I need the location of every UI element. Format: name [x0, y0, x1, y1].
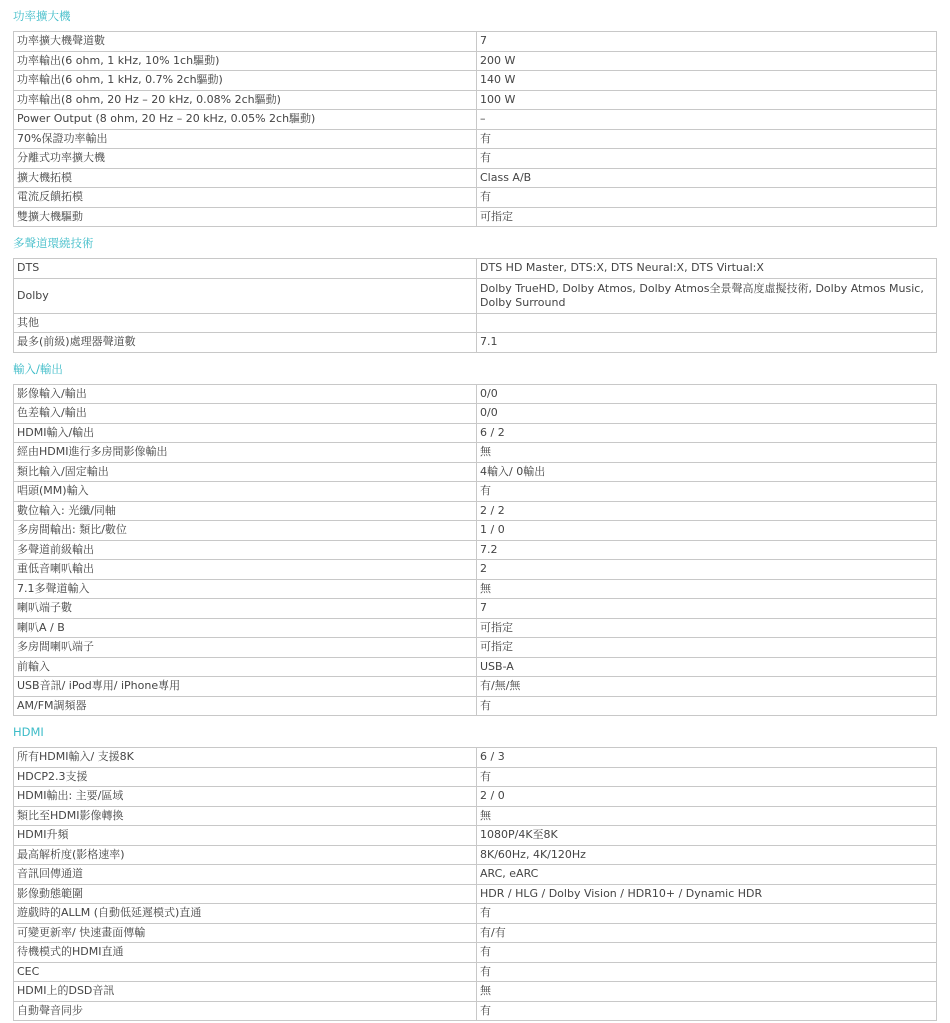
- table-row: [14, 599, 937, 619]
- table-row: [14, 618, 937, 638]
- spec-value: 有/無/無: [477, 677, 937, 697]
- spec-value: [477, 313, 937, 333]
- spec-label: 多房間喇叭端子: [14, 638, 477, 658]
- section-title-io: 輸入/輸出: [13, 361, 63, 376]
- spec-value: 有: [477, 149, 937, 169]
- spec-table-hdmi: [13, 747, 937, 1021]
- spec-label: 可變更新率/ 快速畫面傳輸: [14, 923, 477, 943]
- spec-value: 有/有: [477, 923, 937, 943]
- spec-label: 功率輸出(6 ohm, 1 kHz, 0.7% 2ch驅動): [14, 71, 477, 91]
- spec-table-amplifier: [13, 31, 937, 227]
- table-row: [14, 404, 937, 424]
- spec-label: 色差輸入/輸出: [14, 404, 477, 424]
- spec-value: 7: [477, 599, 937, 619]
- table-row: [14, 806, 937, 826]
- section-title-amplifier: 功率擴大機: [13, 9, 71, 23]
- spec-label: HDMI升頻: [14, 826, 477, 846]
- table-row: [14, 110, 937, 130]
- spec-label: Dolby: [14, 278, 477, 313]
- table-row: [14, 71, 937, 91]
- spec-label: HDMI輸出: 主要/區域: [14, 787, 477, 807]
- spec-value: ARC, eARC: [477, 865, 937, 885]
- spec-label: 影像動態範圍: [14, 884, 477, 904]
- spec-label: 擴大機拓模: [14, 168, 477, 188]
- spec-label: 類比輸入/固定輸出: [14, 462, 477, 482]
- spec-label: 70%保證功率輸出: [14, 129, 477, 149]
- spec-label: 分離式功率擴大機: [14, 149, 477, 169]
- spec-label: 雙擴大機驅動: [14, 207, 477, 227]
- spec-label: 影像輸入/輸出: [14, 384, 477, 404]
- table-row: [14, 904, 937, 924]
- table-row: [14, 579, 937, 599]
- spec-value: 8K/60Hz, 4K/120Hz: [477, 845, 937, 865]
- table-row: [14, 462, 937, 482]
- table-row: [14, 501, 937, 521]
- spec-value: 有: [477, 696, 937, 716]
- table-row: [14, 278, 937, 313]
- spec-value: 有: [477, 904, 937, 924]
- spec-value: 4輸入/ 0輸出: [477, 462, 937, 482]
- table-row: [14, 657, 937, 677]
- spec-value: 可指定: [477, 638, 937, 658]
- table-row: [14, 168, 937, 188]
- table-row: [14, 423, 937, 443]
- table-row: [14, 259, 937, 279]
- table-row: [14, 982, 937, 1002]
- spec-table-io: [13, 384, 937, 717]
- spec-label: 所有HDMI輸入/ 支援8K: [14, 748, 477, 768]
- spec-label: 重低音喇叭輸出: [14, 560, 477, 580]
- spec-value: 無: [477, 443, 937, 463]
- spec-label: 功率輸出(8 ohm, 20 Hz – 20 kHz, 0.08% 2ch驅動): [14, 90, 477, 110]
- table-row: [14, 384, 937, 404]
- table-row: [14, 767, 937, 787]
- spec-value: 200 W: [477, 51, 937, 71]
- spec-value: 有: [477, 1001, 937, 1021]
- spec-value: 有: [477, 129, 937, 149]
- spec-value: USB-A: [477, 657, 937, 677]
- spec-value: 有: [477, 767, 937, 787]
- spec-value: 100 W: [477, 90, 937, 110]
- table-row: [14, 696, 937, 716]
- spec-label: 喇叭A / B: [14, 618, 477, 638]
- table-row: [14, 923, 937, 943]
- spec-label: 最多(前級)處理器聲道數: [14, 333, 477, 353]
- table-row: [14, 748, 937, 768]
- table-row: [14, 884, 937, 904]
- spec-label: 其他: [14, 313, 477, 333]
- table-row: [14, 962, 937, 982]
- spec-label: 自動聲音同步: [14, 1001, 477, 1021]
- spec-value: 1080P/4K至8K: [477, 826, 937, 846]
- spec-value: –: [477, 110, 937, 130]
- spec-label: 唱頭(MM)輸入: [14, 482, 477, 502]
- table-row: [14, 313, 937, 333]
- spec-value: 0/0: [477, 384, 937, 404]
- table-row: [14, 1001, 937, 1021]
- spec-value: Class A/B: [477, 168, 937, 188]
- spec-label: 最高解析度(影格速率): [14, 845, 477, 865]
- spec-label: 7.1多聲道輸入: [14, 579, 477, 599]
- spec-value: 有: [477, 482, 937, 502]
- spec-label: AM/FM調頻器: [14, 696, 477, 716]
- spec-value: HDR / HLG / Dolby Vision / HDR10+ / Dynamic HDR: [477, 884, 937, 904]
- table-row: [14, 521, 937, 541]
- spec-label: 喇叭端子數: [14, 599, 477, 619]
- spec-label: 經由HDMI進行多房間影像輸出: [14, 443, 477, 463]
- spec-value: 無: [477, 806, 937, 826]
- spec-label: 類比至HDMI影像轉換: [14, 806, 477, 826]
- spec-label: CEC: [14, 962, 477, 982]
- table-row: [14, 638, 937, 658]
- spec-value: Dolby TrueHD, Dolby Atmos, Dolby Atmos全景聲高度虛擬技術, Dolby Atmos Music, Dolby Surround: [477, 278, 937, 313]
- spec-value: 無: [477, 579, 937, 599]
- spec-value: DTS HD Master, DTS:X, DTS Neural:X, DTS Virtual:X: [477, 259, 937, 279]
- spec-label: 多房間輸出: 類比/數位: [14, 521, 477, 541]
- table-row: [14, 51, 937, 71]
- spec-label: 數位輸入: 光纖/同軸: [14, 501, 477, 521]
- table-row: [14, 845, 937, 865]
- spec-label: 功率輸出(6 ohm, 1 kHz, 10% 1ch驅動): [14, 51, 477, 71]
- table-row: [14, 207, 937, 227]
- spec-label: 多聲道前級輸出: [14, 540, 477, 560]
- section-title-hdmi: HDMI: [13, 725, 44, 739]
- spec-label: 音訊回傳通道: [14, 865, 477, 885]
- table-row: [14, 333, 937, 353]
- spec-table-surround: [13, 258, 937, 353]
- table-row: [14, 560, 937, 580]
- spec-value: 有: [477, 943, 937, 963]
- spec-value: 7.1: [477, 333, 937, 353]
- spec-label: 功率擴大機聲道數: [14, 32, 477, 52]
- spec-value: 有: [477, 188, 937, 208]
- spec-value: 1 / 0: [477, 521, 937, 541]
- spec-label: 電流反饋拓模: [14, 188, 477, 208]
- table-row: [14, 149, 937, 169]
- section-title-surround: 多聲道環繞技術: [13, 236, 94, 250]
- spec-value: 6 / 2: [477, 423, 937, 443]
- table-row: [14, 482, 937, 502]
- table-row: [14, 677, 937, 697]
- spec-label: 待機模式的HDMI直通: [14, 943, 477, 963]
- table-row: [14, 188, 937, 208]
- spec-value: 140 W: [477, 71, 937, 91]
- spec-label: 前輸入: [14, 657, 477, 677]
- table-row: [14, 443, 937, 463]
- spec-value: 可指定: [477, 207, 937, 227]
- spec-value: 7: [477, 32, 937, 52]
- spec-label: HDCP2.3支援: [14, 767, 477, 787]
- table-row: [14, 943, 937, 963]
- spec-value: 0/0: [477, 404, 937, 424]
- spec-label: USB音訊/ iPod專用/ iPhone專用: [14, 677, 477, 697]
- table-row: [14, 32, 937, 52]
- table-row: [14, 129, 937, 149]
- spec-value: 6 / 3: [477, 748, 937, 768]
- spec-value: 2 / 2: [477, 501, 937, 521]
- spec-label: DTS: [14, 259, 477, 279]
- spec-value: 7.2: [477, 540, 937, 560]
- spec-label: HDMI上的DSD音訊: [14, 982, 477, 1002]
- spec-value: 2: [477, 560, 937, 580]
- spec-value: 有: [477, 962, 937, 982]
- spec-label: Power Output (8 ohm, 20 Hz – 20 kHz, 0.05% 2ch驅動): [14, 110, 477, 130]
- spec-label: 遊戲時的ALLM (自動低延遲模式)直通: [14, 904, 477, 924]
- table-row: [14, 865, 937, 885]
- table-row: [14, 826, 937, 846]
- spec-value: 無: [477, 982, 937, 1002]
- table-row: [14, 90, 937, 110]
- spec-value: 2 / 0: [477, 787, 937, 807]
- spec-value: 可指定: [477, 618, 937, 638]
- table-row: [14, 540, 937, 560]
- spec-label: HDMI輸入/輸出: [14, 423, 477, 443]
- table-row: [14, 787, 937, 807]
